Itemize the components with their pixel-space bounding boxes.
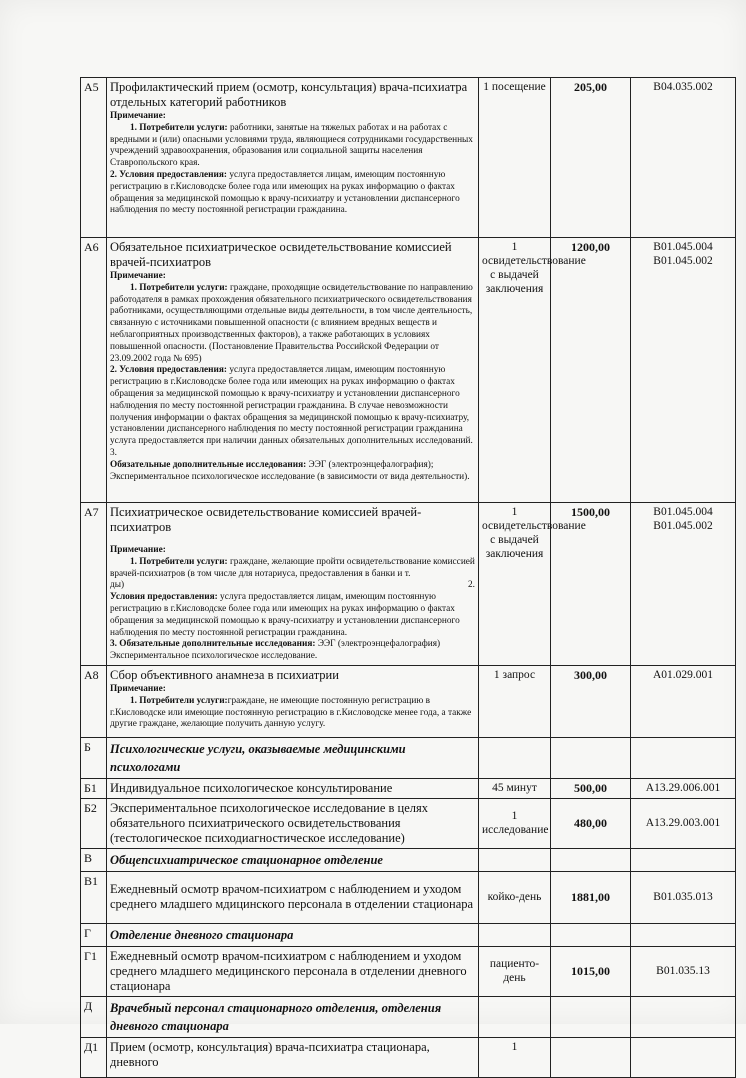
section-cell [107, 996, 479, 1037]
service-title: Экспериментальное психологическое исследование в целях обязательного психиатрического освидетельствования (тестологическое психодиагностическое исследование) [110, 800, 429, 845]
price-cell: 1881,00 [551, 871, 631, 923]
table-row-v1 [81, 871, 736, 923]
section-title: Врачебный персонал стационарного отделения, отделения дневного стационара [110, 1000, 442, 1033]
note-p3-label: 3. Обязательные дополнительные исследования: [110, 639, 316, 650]
service-title: Обязательное психиатрическое освидетельствование комиссией врачей-психиатров [110, 240, 452, 269]
table-row-b1 [81, 778, 736, 798]
note-p2-label: 2. Условия предоставления: [110, 365, 228, 376]
note-p1-text: граждане, желающие пройти освидетельствование комиссией врачей-психиатров (в том числе для нотариуса, предоставления в банки и т. [110, 556, 475, 579]
code-cell [631, 778, 736, 798]
note-p3-label: Обязательные дополнительные исследования: [110, 459, 307, 470]
service-code: А13.29.003.001 [645, 817, 721, 830]
service-title: Психиатрическое освидетельствование комиссией врачей-психиатров [110, 505, 422, 534]
code-cell [631, 946, 736, 996]
service-title: Ежедневный осмотр врачом-психиатром с наблюдением и уходом среднего младшего медицинского персонала в отделении дневного стационара [110, 948, 467, 993]
note-label: Примечание: [110, 111, 166, 121]
row-code: Б2 [81, 798, 107, 848]
section-title: Общепсихиатрическое стационарное отделение [110, 852, 383, 867]
row-code: А5 [81, 78, 107, 238]
service-code: В01.035.13 [656, 965, 710, 978]
note-p3-text2: Экспериментальное психологическое исследование (в зависимости от вида деятельности). [110, 471, 470, 482]
note-p1-label: 1. Потребители услуги: [130, 122, 228, 133]
code-cell [631, 665, 736, 737]
service-cell [107, 946, 479, 996]
service-title: Прием (осмотр, консультация) врача-психиатра стационара, дневного [110, 1039, 430, 1069]
code-cell [631, 871, 736, 923]
note-p2-text: услуга предоставляется лицам, имеющим постоянную регистрацию в г.Кисловодске более года или имеющих на руках информацию о фактах обращения за медицинской помощью к врачу-психиатру и установлении диспансерного наблюдения по месту постоянной регистрации гражданина. [110, 169, 460, 216]
table-row-a7 [81, 503, 736, 666]
service-cell [107, 78, 479, 238]
section-row-g [81, 923, 736, 946]
service-cell [107, 778, 479, 798]
service-code: В04.035.002 [653, 81, 713, 93]
price-cell [551, 1037, 631, 1077]
unit-cell: 1 запрос [479, 665, 551, 737]
row-code: А7 [81, 503, 107, 666]
service-cell [107, 871, 479, 923]
note-p1-label: 1. Потребители услуги: [130, 282, 228, 293]
service-note [110, 545, 475, 663]
note-p1-text: граждане, не имеющие постоянную регистрацию в г.Кисловодске или имеющие постоянную регистрацию в г.Кисловодске менее года, а также другие граждане, желающие получить данную услугу. [110, 695, 472, 730]
service-code: А01.029.001 [652, 668, 714, 681]
unit-cell: 1 посещение [479, 78, 551, 238]
note-p2-label: 2. Условия предоставления: [110, 169, 228, 180]
section-cell [107, 737, 479, 778]
service-title: Сбор объективного анамнеза в психиатрии [110, 667, 339, 682]
section-title: Психологические услуги, оказываемые медицинскими психологами [110, 741, 406, 774]
code-cell [631, 1037, 736, 1077]
service-cell [107, 798, 479, 848]
service-code: В01.035.013 [653, 891, 713, 904]
service-cell [107, 503, 479, 666]
note-p3-num: 3. [110, 447, 117, 458]
section-title: Отделение дневного стационара [110, 927, 294, 942]
service-code: В01.045.004 [653, 241, 713, 253]
price-cell: 1015,00 [551, 946, 631, 996]
row-code: В [81, 848, 107, 871]
note-p2-num: 2. [468, 580, 475, 591]
table-row-a5 [81, 78, 736, 238]
table-row-a6 [81, 238, 736, 503]
row-code: Б [81, 737, 107, 778]
service-title: Ежедневный осмотр врачом-психиатром с наблюдением и уходом среднего младшего мдицинского персонала в отделении стационара [110, 882, 474, 912]
note-p2-text: услуга предоставляется лицам, имеющим постоянную регистрацию в г.Кисловодске более года или имеющих на руках информацию о фактах обращения за медицинской помощью к врачу-психиатру и установлении диспансерного наблюдения по месту постоянной регистрации гражданина. [110, 592, 460, 638]
service-title: Индивидуальное психологическое консультирование [110, 780, 393, 795]
service-cell [107, 238, 479, 503]
note-p3-text: ЭЭГ (электроэнцефалография); [306, 459, 434, 470]
note-p1-label: 1. Потребители услуги: [130, 695, 228, 706]
price-cell: 1200,00 [551, 238, 631, 503]
service-note [110, 271, 475, 483]
code-cell [631, 798, 736, 848]
note-label: Примечание: [110, 545, 166, 555]
service-code: В01.045.002 [653, 255, 713, 267]
service-note [110, 111, 475, 217]
note-p1-tail: ды) [110, 580, 125, 591]
section-cell [107, 923, 479, 946]
service-code: В01.045.004 [653, 506, 713, 518]
table-row-d1 [81, 1037, 736, 1077]
note-p2-text: услуга предоставляется лицам, имеющим постоянную регистрацию в г.Кисловодске более года или имеющих на руках информацию о фактах обращения за медицинской помощью к врачу-психиатру и установлении диспансерного наблюдения по месту постоянной регистрации гражданина. В случае невозможности получения информации о фактах обращения за медицинской помощью к врачу-психиатру, установлении диспансерного наблюдения по месту постоянной регистрации гражданина услуга предоставляется при наличии данных обязательных дополнительных исследований. [110, 365, 473, 447]
table-row-b2 [81, 798, 736, 848]
unit-cell: 1 [479, 1037, 551, 1077]
section-row-b [81, 737, 736, 778]
code-cell [631, 503, 736, 666]
unit-cell: 1 освидетельствование с выдачей заключения [479, 503, 551, 666]
row-code: А6 [81, 238, 107, 503]
price-cell: 300,00 [551, 665, 631, 737]
table-row-a8 [81, 665, 736, 737]
service-code: А13.29.006.001 [645, 781, 721, 794]
unit-cell: 45 минут [479, 778, 551, 798]
service-code: В01.045.002 [653, 520, 713, 532]
row-code: А8 [81, 665, 107, 737]
note-p3-text: ЭЭГ (электроэнцефалография) [315, 639, 441, 650]
note-label: Примечание: [110, 683, 166, 694]
price-cell: 205,00 [551, 78, 631, 238]
code-cell [631, 78, 736, 238]
row-code: Г [81, 923, 107, 946]
section-row-d [81, 996, 736, 1037]
note-p3-text2: Экспериментальное психологическое исследование. [110, 651, 318, 662]
service-cell [107, 665, 479, 737]
unit-cell: койко-день [479, 871, 551, 923]
row-code: Г1 [81, 946, 107, 996]
section-cell [107, 848, 479, 871]
row-code: Д1 [81, 1037, 107, 1077]
row-code: Б1 [81, 778, 107, 798]
unit-cell: 1 исследование [479, 798, 551, 848]
note-p1-text: работники, занятые на тяжелых работах и на работах с вредными и (или) опасными условиями труда, являющиеся сотрудниками государственных учреждений здравоохранения, образования или социальной защиты населения Ставропольского края. [110, 122, 473, 169]
row-code: Д [81, 996, 107, 1037]
table-row-g1 [81, 946, 736, 996]
row-code: В1 [81, 871, 107, 923]
service-title: Профилактический прием (осмотр, консультация) врача-психиатра отдельных категорий работников [110, 80, 468, 109]
note-p2-label: Условия предоставления: [110, 592, 218, 603]
note-label: Примечание: [110, 271, 166, 281]
service-note [110, 684, 475, 731]
price-list-table [80, 77, 736, 1078]
code-cell [631, 238, 736, 503]
price-cell: 1500,00 [551, 503, 631, 666]
unit-cell: 1 освидетельствование с выдачей заключения [479, 238, 551, 503]
note-p1-label: 1. Потребители услуги: [130, 556, 228, 567]
section-row-v [81, 848, 736, 871]
note-p1-text: граждане, проходящие освидетельствование по направлению работодателя в рамках прохождения обязательного психиатрического освидетельствования работниками, осуществляющими отдельные виды деятельности, в том числе деятельность, связанную с источниками повышенной опасности (с влиянием вредных веществ и неблагоприятных производственных факторов), а также работающих в условиях повышенной опасности. (Постановление Правительства Российской Федерации от 23.09.2002 года № 695) [110, 282, 473, 364]
price-cell: 480,00 [551, 798, 631, 848]
price-cell: 500,00 [551, 778, 631, 798]
service-cell [107, 1037, 479, 1077]
unit-cell: пациенто-день [479, 946, 551, 996]
